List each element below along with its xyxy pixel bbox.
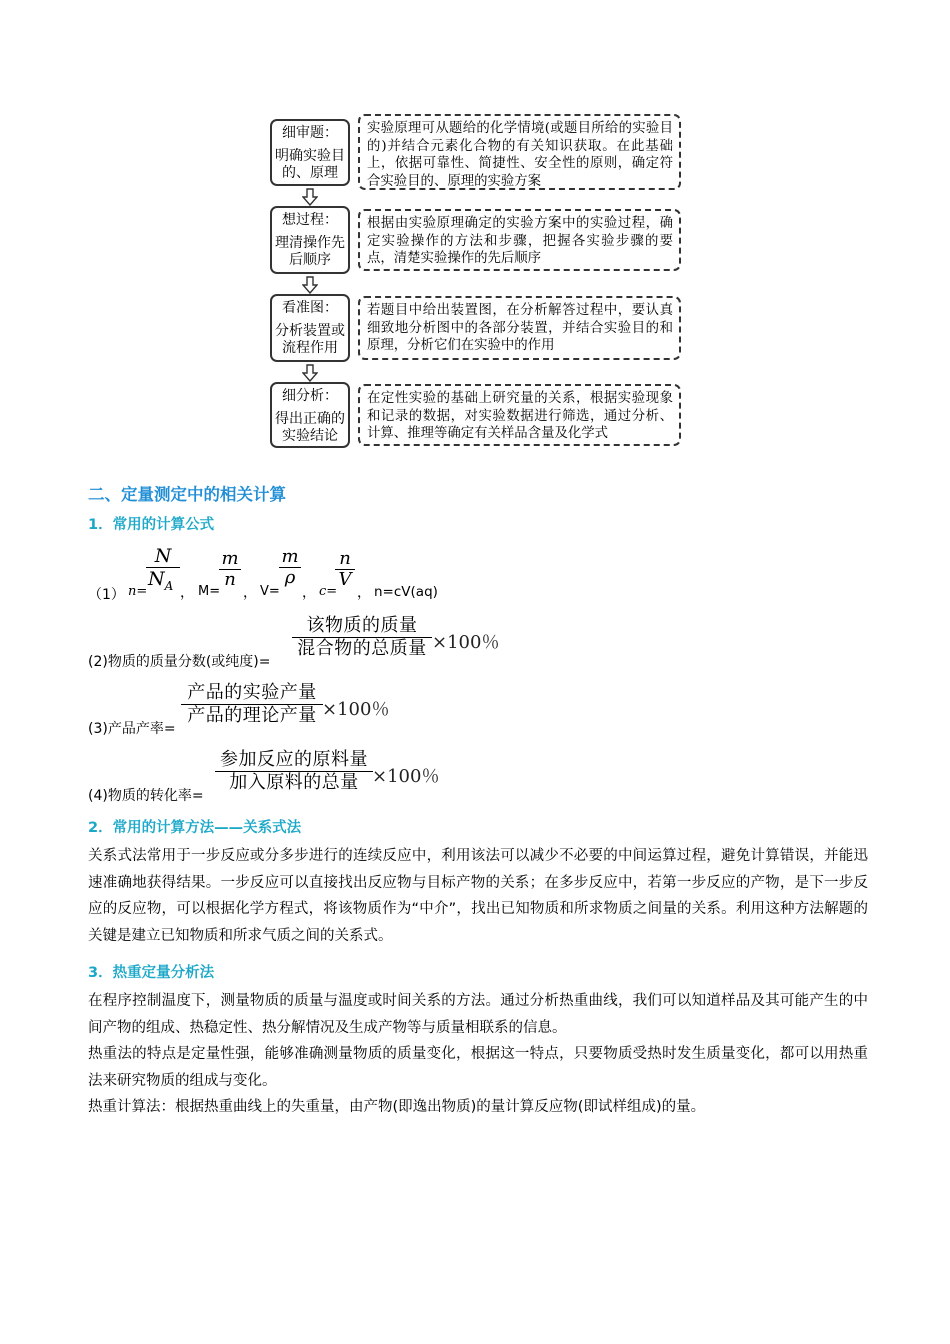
formula-4-fraction — [215, 749, 373, 794]
c-fraction — [335, 549, 355, 590]
flow-desc-4: 在定性实验的基础上研究量的关系，根据实验现象和记录的数据，对实验数据进行筛选，通过分析、计算、推理等确定有关样品含量及化学式 — [358, 384, 681, 446]
formula-3-fraction — [181, 682, 323, 727]
flow-desc-3: 若题目中给出装置图，在分析解答过程中，要认真细致地分析图中的各部分装置，并结合实验目的和原理，分析它们在实验中的作用 — [358, 296, 681, 360]
flow-step-3-title: 看准图： — [282, 300, 338, 316]
flow-desc-1: 实验原理可从题给的化学情境(或题目所给的实验目的)并结合元素化合物的有关知识获取。在此基础上，依据可靠性、简捷性、安全性的原则，确定符合实验目的、原理的实验方案 — [358, 114, 681, 190]
formula-3-numerator: 产品的实验产量 — [187, 682, 317, 703]
down-arrow-icon — [302, 276, 318, 294]
separator: ， — [180, 585, 194, 601]
n-label: n= — [128, 584, 148, 599]
n-numerator: N — [154, 545, 172, 567]
separator: ， — [357, 585, 371, 601]
subsection-title-3: 3．热重定量分析法 — [88, 965, 215, 981]
m-denominator: n — [224, 569, 236, 590]
flow-step-1-body: 明确实验目的、原理 — [275, 148, 345, 181]
formula-2-fraction — [292, 615, 432, 660]
flow-step-2-body: 理清操作先后顺序 — [275, 235, 345, 268]
formula-4-numerator: 参加反应的原料量 — [220, 749, 368, 770]
formula-3-denominator: 产品的理论产量 — [187, 705, 317, 726]
separator: ， — [302, 585, 316, 601]
c-denominator: V — [338, 569, 352, 590]
flow-step-4 — [270, 382, 350, 448]
paragraph-tga-intro: 在程序控制温度下，测量物质的质量与温度或时间关系的方法。通过分析热重曲线，我们可以知道样品及其可能产生的中间产物的组成、热稳定性、热分解情况及生成产物等与质量相联系的信息。 — [88, 993, 868, 1036]
v-denominator: ρ — [284, 567, 296, 588]
formula-4-denominator: 加入原料的总量 — [229, 772, 359, 793]
m-label: M= — [198, 584, 221, 599]
n-denominator-sub: A — [164, 578, 174, 593]
paragraph-relation-method: 关系式法常用于一步反应或分多步进行的连续反应中，利用该法可以减少不必要的中间运算过程，避免计算错误，并能迅速准确地获得结果。一步反应可以直接找出反应物与目标产物的关系；在多步反应中，若第一步反应的产物，是下一步反应的反应物，可以根据化学方程式，将该物质作为“中介”，找出已知物质和所求物质之间量的关系。利用这种方法解题的关键是建立已知物质和所求气质之间的关系式。 — [88, 848, 868, 944]
formula-2-denominator: 混合物的总质量 — [297, 638, 427, 659]
formula-prefix: （1） — [88, 587, 125, 603]
v-label: V= — [260, 584, 280, 599]
v-numerator: m — [281, 546, 299, 567]
flow-step-1-title: 细审题： — [282, 125, 338, 141]
formula-2-label: (2)物质的质量分数(或纯度)= — [88, 654, 271, 670]
flow-step-1 — [270, 119, 350, 186]
v-fraction — [279, 547, 301, 588]
separator: ， — [243, 585, 257, 601]
c-numerator: n — [339, 548, 351, 569]
subsection-title-1: 1．常用的计算公式 — [88, 517, 215, 533]
n-fraction — [146, 545, 180, 597]
flow-step-4-body: 得出正确的实验结论 — [275, 411, 345, 444]
m-numerator: m — [221, 548, 239, 569]
subsection-title-2: 2．常用的计算方法——关系式法 — [88, 820, 302, 836]
m-fraction — [219, 549, 241, 590]
paragraph-tga-feature: 热重法的特点是定量性强，能够准确测量物质的质量变化，根据这一特点，只要物质受热时发生质量变化，都可以用热重法来研究物质的组成与变化。 — [88, 1046, 868, 1089]
flow-desc-2: 根据由实验原理确定的实验方案中的实验过程，确定实验操作的方法和步骤，把握各实验步骤的要点，清楚实验操作的先后顺序 — [358, 209, 681, 271]
paragraph-tga-calc: 热重计算法：根据热重曲线上的失重量，由产物(即逸出物质)的量计算反应物(即试样组成)的量。 — [88, 1099, 706, 1115]
flow-step-2-title: 想过程： — [282, 212, 338, 228]
formula-3-percent: ×100％ — [322, 699, 390, 720]
section-title: 二、定量测定中的相关计算 — [88, 485, 286, 504]
flow-step-3-body: 分析装置或流程作用 — [275, 323, 345, 356]
flow-step-3 — [270, 294, 350, 362]
formula-2-numerator: 该物质的质量 — [306, 615, 418, 636]
flow-step-2 — [270, 206, 350, 274]
down-arrow-icon — [302, 188, 318, 206]
formula-4-percent: ×100％ — [372, 766, 440, 787]
formula-3-label: (3)产品产率= — [88, 721, 176, 737]
ncv-formula: n=cV(aq) — [374, 584, 438, 600]
c-label: c= — [319, 584, 338, 599]
down-arrow-icon — [302, 364, 318, 382]
n-denominator: N — [148, 568, 165, 590]
formula-4-label: (4)物质的转化率= — [88, 788, 204, 804]
flow-step-4-title: 细分析： — [282, 388, 338, 404]
formula-2-percent: ×100％ — [432, 632, 500, 653]
